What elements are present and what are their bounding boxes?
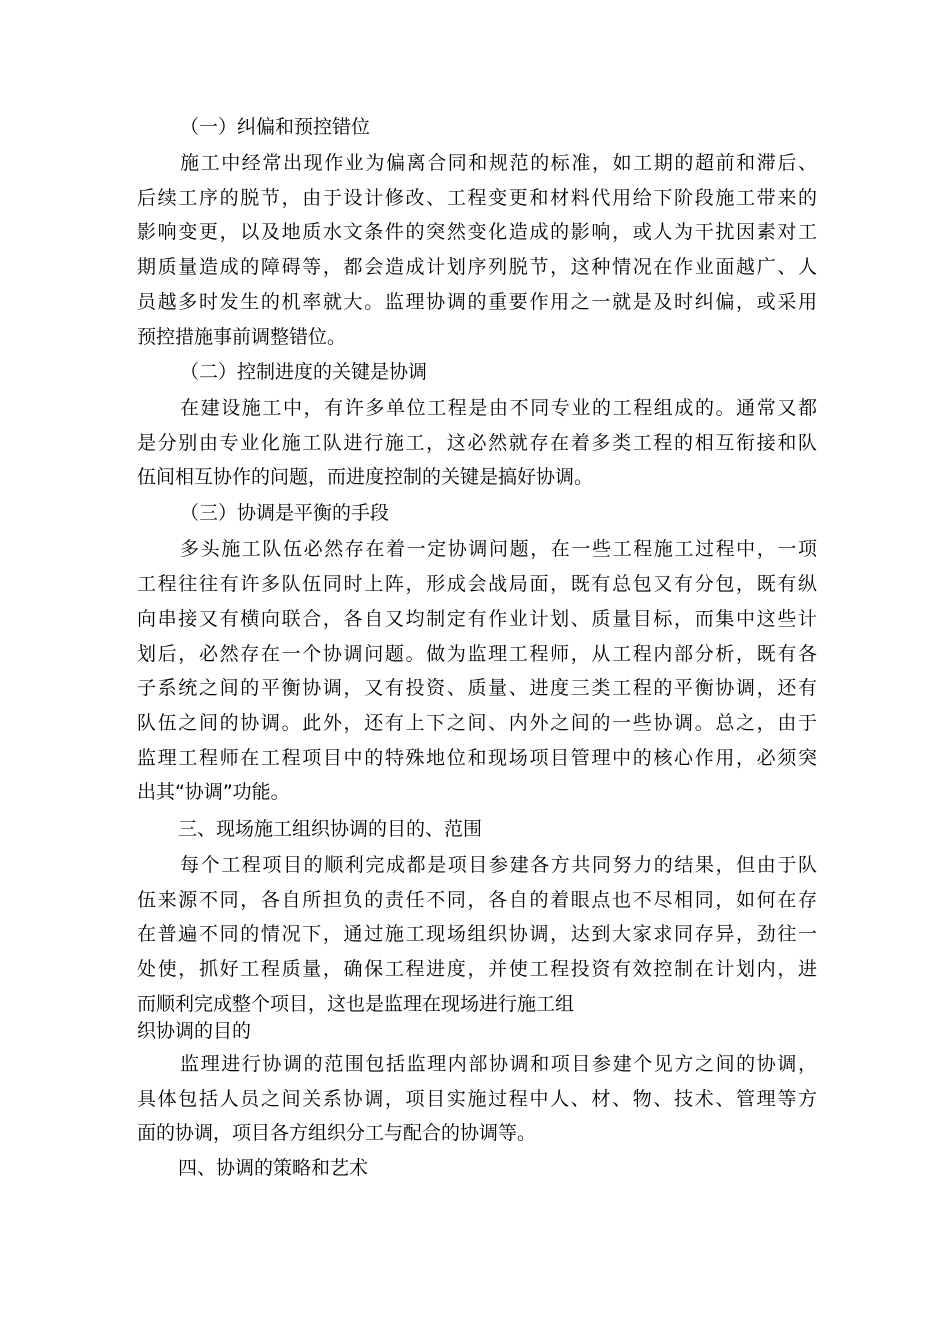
paragraph-line: 每个工程项目的顺利完成都是项目参建各方共同努力的结果，但由于队 bbox=[180, 854, 817, 876]
heading-2: （二）控制进度的关键是协调 bbox=[180, 361, 428, 383]
paragraph-line: 在建设施工中，有许多单位工程是由不同专业的工程组成的。通常又都 bbox=[180, 397, 817, 419]
paragraph-line: 是分别由专业化施工队进行施工，这必然就存在着多类工程的相互衔接和队 bbox=[137, 432, 817, 454]
paragraph-line: 而顺利完成整个项目，这也是监理在现场进行施工组 bbox=[137, 993, 575, 1015]
paragraph-line: 子系统之间的平衡协调，又有投资、质量、进度三类工程的平衡协调，还有 bbox=[137, 677, 817, 699]
heading-5: 四、协调的策略和艺术 bbox=[178, 1157, 369, 1179]
paragraph-line: 多头施工队伍必然存在着一定协调问题，在一些工程施工过程中，一项 bbox=[180, 538, 817, 560]
paragraph-line: 工程往往有许多队伍同时上阵，形成会战局面，既有总包又有分包，既有纵 bbox=[137, 573, 817, 595]
paragraph-line: 向串接又有横向联合，各自又均制定有作业计划、质量目标，而集中这些计 bbox=[137, 608, 817, 630]
paragraph-line: 后续工序的脱节，由于设计修改、工程变更和材料代用给下阶段施工带来的 bbox=[137, 187, 817, 209]
paragraph-line: 处使，抓好工程质量，确保工程进度，并使工程投资有效控制在计划内，进 bbox=[137, 958, 817, 980]
paragraph-line: 影响变更，以及地质水文条件的突然变化造成的影响，或人为干扰因素对工 bbox=[137, 221, 817, 243]
paragraph-line: 监理工程师在工程项目中的特殊地位和现场项目管理中的核心作用，必须突 bbox=[137, 747, 817, 769]
paragraph-line: 在普遍不同的情况下，通过施工现场组织协调，达到大家求同存异，劲往一 bbox=[137, 923, 817, 945]
paragraph-line: 监理进行协调的范围包括监理内部协调和项目参建个见方之间的协调， bbox=[180, 1053, 817, 1075]
paragraph-line: 施工中经常出现作业为偏离合同和规范的标准，如工期的超前和滞后、 bbox=[180, 152, 817, 174]
paragraph-line: 划后，必然存在一个协调问题。做为监理工程师，从工程内部分析，既有各 bbox=[137, 643, 817, 665]
paragraph-line: 员越多时发生的机率就大。监理协调的重要作用之一就是及时纠偏，或采用 bbox=[137, 291, 817, 313]
paragraph-line: 预控措施事前调整错位。 bbox=[137, 326, 347, 348]
paragraph-line: 期质量造成的障碍等，都会造成计划序列脱节，这种情况在作业面越广、人 bbox=[137, 256, 817, 278]
paragraph-line: 伍来源不同，各自所担负的责任不同，各自的着眼点也不尽相同，如何在存 bbox=[137, 889, 817, 911]
paragraph-line: 具体包括人员之间关系协调，项目实施过程中人、材、物、技术、管理等方 bbox=[137, 1088, 817, 1110]
paragraph-line: 面的协调，项目各方组织分工与配合的协调等。 bbox=[137, 1122, 537, 1144]
heading-4: 三、现场施工组织协调的目的、范围 bbox=[178, 818, 483, 840]
paragraph-line: 织协调的目的 bbox=[137, 1020, 252, 1042]
paragraph-line: 伍间相互协作的问题，而进度控制的关键是搞好协调。 bbox=[137, 466, 594, 488]
paragraph-line: 出其“协调”功能。 bbox=[137, 781, 290, 803]
paragraph-line: 队伍之间的协调。此外，还有上下之间、内外之间的一些协调。总之，由于 bbox=[137, 712, 817, 734]
heading-1: （一）纠偏和预控错位 bbox=[180, 116, 371, 138]
heading-3: （三）协调是平衡的手段 bbox=[180, 502, 390, 524]
